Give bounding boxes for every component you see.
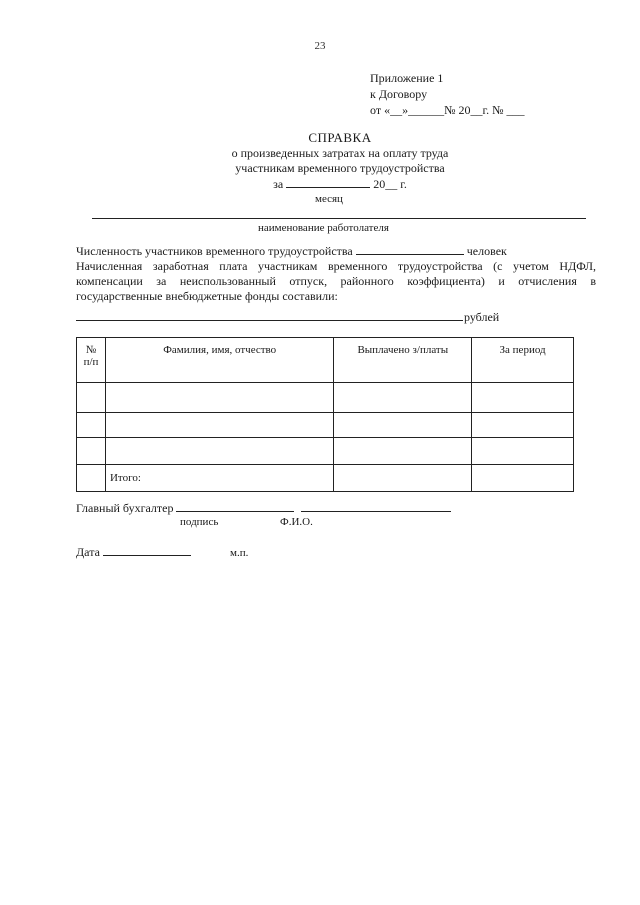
table-cell	[472, 413, 574, 438]
sign-caption: подпись	[180, 516, 219, 528]
document-title: СПРАВКА	[308, 130, 372, 145]
participants-unit: человек	[466, 244, 507, 258]
table-cell	[105, 438, 333, 465]
subtitle-line-1: о произведенных затратах на оплату труда	[231, 146, 449, 160]
document-subtitle	[0, 146, 640, 192]
subtitle-line-2: участникам временного трудоустройства	[235, 161, 445, 175]
name-blank	[301, 500, 451, 512]
table-cell	[334, 413, 472, 438]
month-caption: месяц	[315, 193, 343, 205]
table-cell	[472, 383, 574, 413]
appendix-line-2: к Договору	[370, 87, 428, 101]
signature-row	[76, 500, 451, 516]
stamp-label: м.п.	[230, 547, 249, 559]
header-paid: Выплачено з/платы	[334, 338, 472, 383]
table-cell	[334, 465, 472, 492]
salary-paragraph: Начисленная заработная плата участникам временного трудоустройства (с учетом НДФЛ, компенсации за неиспользованный отпуск, районного коэффициента) и отчисления в государственные внебюджетные фонды составили:	[76, 259, 596, 303]
amount-line	[76, 320, 463, 321]
table-cell	[472, 465, 574, 492]
date-row	[76, 544, 191, 560]
participants-blank	[356, 243, 464, 255]
table-cell	[334, 438, 472, 465]
expense-table	[76, 337, 574, 492]
total-label: Итого:	[105, 465, 333, 492]
participants-label: Численность участников временного трудоустройства	[76, 244, 353, 258]
table-cell	[77, 413, 106, 438]
date-blank	[103, 544, 191, 556]
table-cell	[77, 383, 106, 413]
employer-caption: наименование работолателя	[258, 222, 389, 234]
table-row	[77, 383, 574, 413]
name-caption: Ф.И.О.	[280, 516, 313, 528]
header-period: За период	[472, 338, 574, 383]
period-prefix: за	[273, 177, 284, 191]
table-cell	[105, 413, 333, 438]
participants-row	[76, 243, 507, 259]
employer-line	[92, 218, 586, 219]
month-blank	[286, 176, 370, 188]
appendix-line-3: от «__»______№ 20__г. № ___	[370, 103, 525, 117]
currency-label: рублей	[464, 310, 500, 324]
subtitle-period	[0, 176, 640, 192]
signature-blank	[176, 500, 294, 512]
appendix-block	[370, 70, 525, 118]
period-year: 20__ г.	[373, 177, 407, 191]
table-row	[77, 413, 574, 438]
page-number: 23	[314, 40, 326, 52]
table-header-row	[77, 338, 574, 383]
table-cell	[77, 465, 106, 492]
table-total-row	[77, 465, 574, 492]
table-cell	[105, 383, 333, 413]
table-cell	[472, 438, 574, 465]
header-name: Фамилия, имя, отчество	[105, 338, 333, 383]
table-cell	[334, 383, 472, 413]
date-label: Дата	[76, 545, 100, 559]
appendix-line-1: Приложение 1	[370, 71, 444, 85]
table-row	[77, 438, 574, 465]
table-cell	[77, 438, 106, 465]
header-number: № п/п	[77, 338, 106, 383]
signature-label: Главный бухгалтер	[76, 501, 174, 515]
